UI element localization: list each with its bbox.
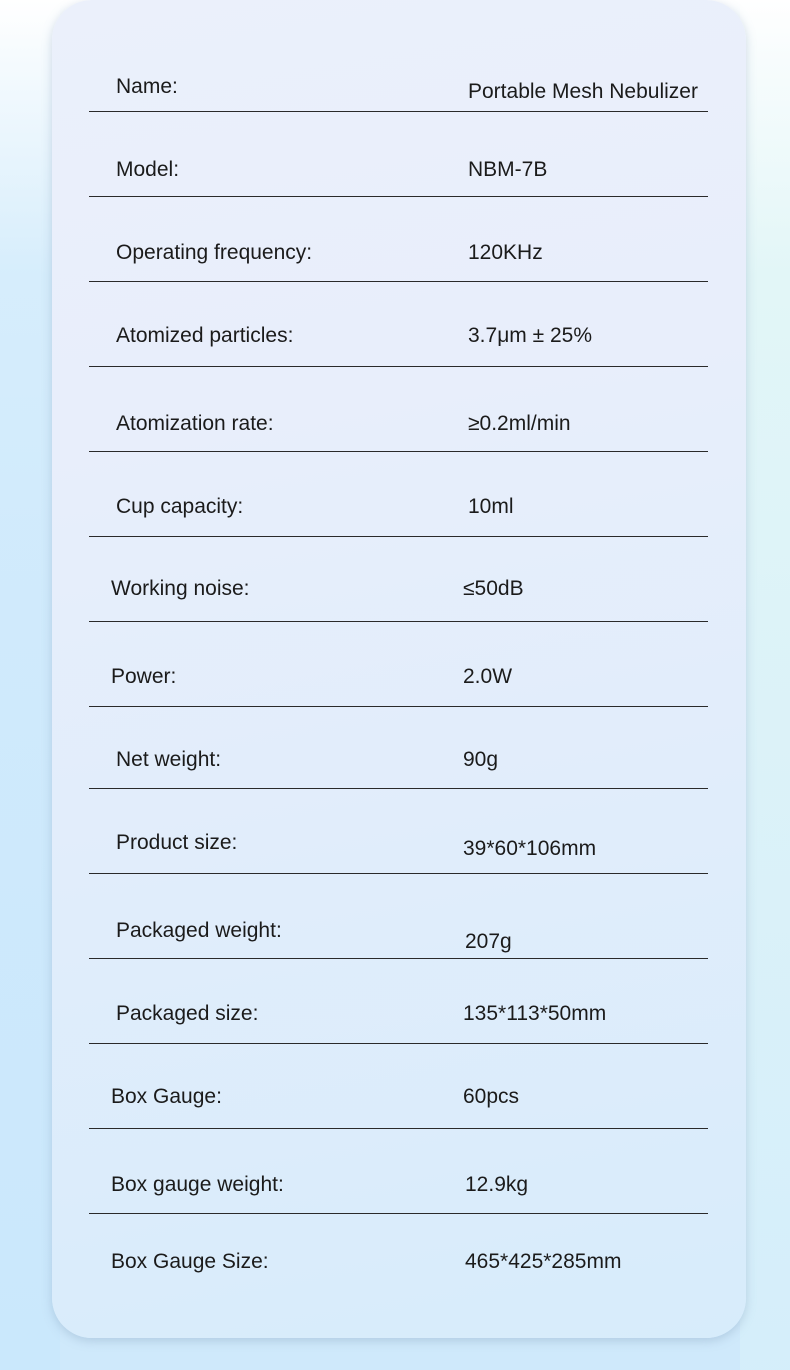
spec-row-working-noise [89, 537, 708, 622]
spec-value: 3.7μm ± 25% [468, 324, 593, 347]
spec-row-cup-capacity [89, 452, 708, 537]
spec-label: Box Gauge: [111, 1085, 222, 1108]
spec-value: 10ml [468, 495, 514, 518]
spec-row-model [89, 112, 708, 197]
spec-label: Model: [116, 158, 180, 181]
spec-row-box-gauge-size [89, 1214, 708, 1298]
spec-label: Name: [116, 75, 178, 98]
spec-row-net-weight [89, 707, 708, 789]
spec-row-box-gauge-weight [89, 1129, 708, 1214]
spec-value: 12.9kg [465, 1173, 529, 1196]
spec-value: ≤50dB [463, 577, 524, 600]
spec-value: 207g [465, 930, 512, 953]
spec-value: 90g [463, 748, 499, 771]
background-right-strip [740, 0, 790, 1370]
spec-value: 120KHz [468, 241, 543, 264]
spec-value: Portable Mesh Nebulizer [468, 80, 698, 103]
spec-row-packaged-weight [89, 874, 708, 959]
spec-label: Atomized particles: [116, 324, 294, 347]
spec-row-operating-frequency [89, 197, 708, 282]
spec-label: Operating frequency: [116, 241, 313, 264]
spec-value: 465*425*285mm [465, 1250, 622, 1273]
spec-value: 2.0W [463, 665, 513, 688]
spec-card [52, 0, 746, 1338]
spec-value: 60pcs [463, 1085, 520, 1108]
spec-label: Packaged size: [116, 1002, 259, 1025]
spec-row-product-size [89, 789, 708, 874]
spec-value: 135*113*50mm [463, 1002, 607, 1025]
spec-row-power [89, 622, 708, 707]
spec-label: Product size: [116, 831, 238, 854]
spec-value: ≥0.2ml/min [468, 412, 571, 435]
spec-label: Net weight: [116, 748, 222, 771]
spec-row-box-gauge [89, 1044, 708, 1129]
spec-row-packaged-size [89, 959, 708, 1044]
spec-value: 39*60*106mm [463, 837, 597, 860]
spec-row-name [89, 0, 708, 112]
spec-label: Packaged weight: [116, 919, 282, 942]
spec-label: Working noise: [111, 577, 250, 600]
spec-row-atomization-rate [89, 367, 708, 452]
spec-label: Box Gauge Size: [111, 1250, 269, 1273]
spec-value: NBM-7B [468, 158, 548, 181]
spec-label: Atomization rate: [116, 412, 274, 435]
spec-row-atomized-particles [89, 282, 708, 367]
spec-label: Cup capacity: [116, 495, 244, 518]
spec-label: Box gauge weight: [111, 1173, 284, 1196]
spec-label: Power: [111, 665, 177, 688]
background-left-strip [0, 0, 60, 1370]
